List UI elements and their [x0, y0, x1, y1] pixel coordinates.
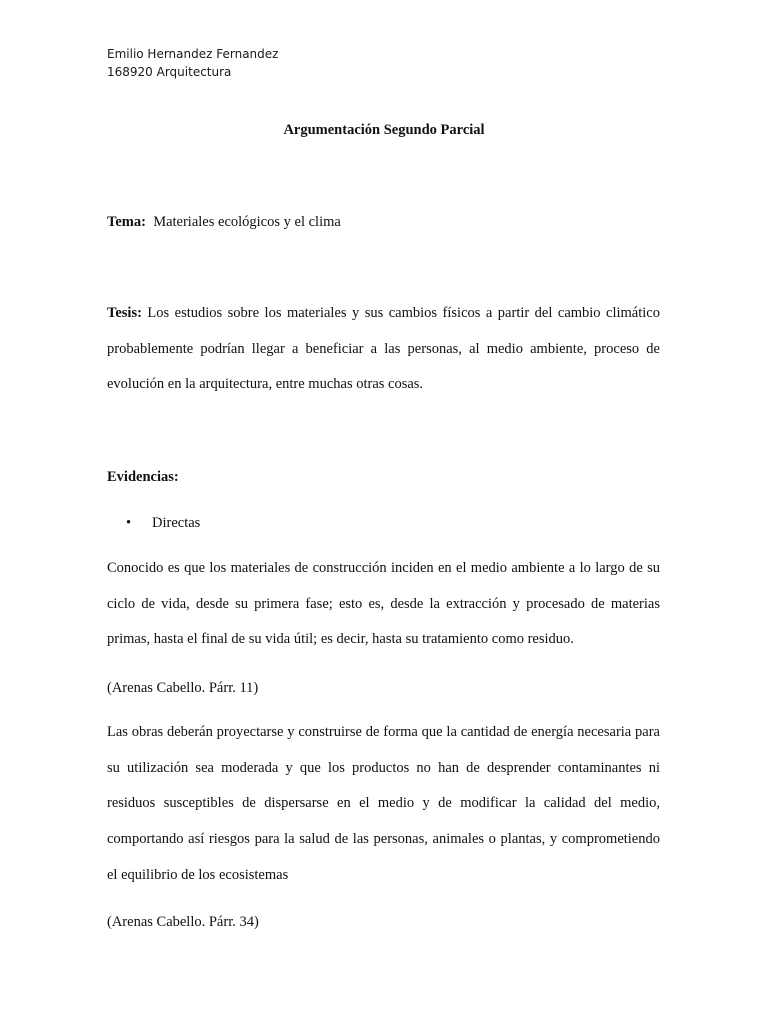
tema-text: Materiales ecológicos y el clima — [153, 214, 341, 230]
bullet-item-directas: Directas — [152, 515, 201, 531]
evidencias-heading: Evidencias: — [107, 469, 179, 485]
tema-label: Tema: — [107, 214, 146, 230]
evidence-citation-2: (Arenas Cabello. Párr. 34) — [107, 914, 259, 930]
document-title: Argumentación Segundo Parcial — [283, 122, 485, 138]
tesis-text: Los estudios sobre los materiales y sus cambios físicos a partir del cambio climático probablemente podrían llegar a beneficiar a las personas, al medio ambiente, proceso de evolución en la arquitectura, entre muchas otras cosas. — [107, 305, 660, 393]
evidence-quote-2: Las obras deberán proyectarse y construirse de forma que la cantidad de energía necesaria para su utilización sea moderada y que los productos no han de desprender contaminantes ni residuos susceptibles de dispersarse en el medio y de modificar la calidad del medio, comportando así riesgos para la salud de las personas, animales o plantas, y comprometiendo el equilibrio de los ecosistemas — [107, 724, 660, 883]
bullet-icon: • — [126, 515, 132, 531]
evidence-quote-1: Conocido es que los materiales de construcción inciden en el medio ambiente a lo largo de su ciclo de vida, desde su primera fase; esto es, desde la extracción y procesado de materias primas, hasta el final de su vida útil; es decir, hasta su tratamiento como residuo. — [107, 560, 660, 648]
student-id-program: 168920 Arquitectura — [107, 65, 232, 79]
tema-line — [107, 212, 660, 232]
evidence-citation-1: (Arenas Cabello. Párr. 11) — [107, 680, 259, 696]
tesis-paragraph — [107, 296, 660, 403]
tesis-label: Tesis: — [107, 305, 142, 321]
author-name: Emilio Hernandez Fernandez — [107, 47, 279, 61]
